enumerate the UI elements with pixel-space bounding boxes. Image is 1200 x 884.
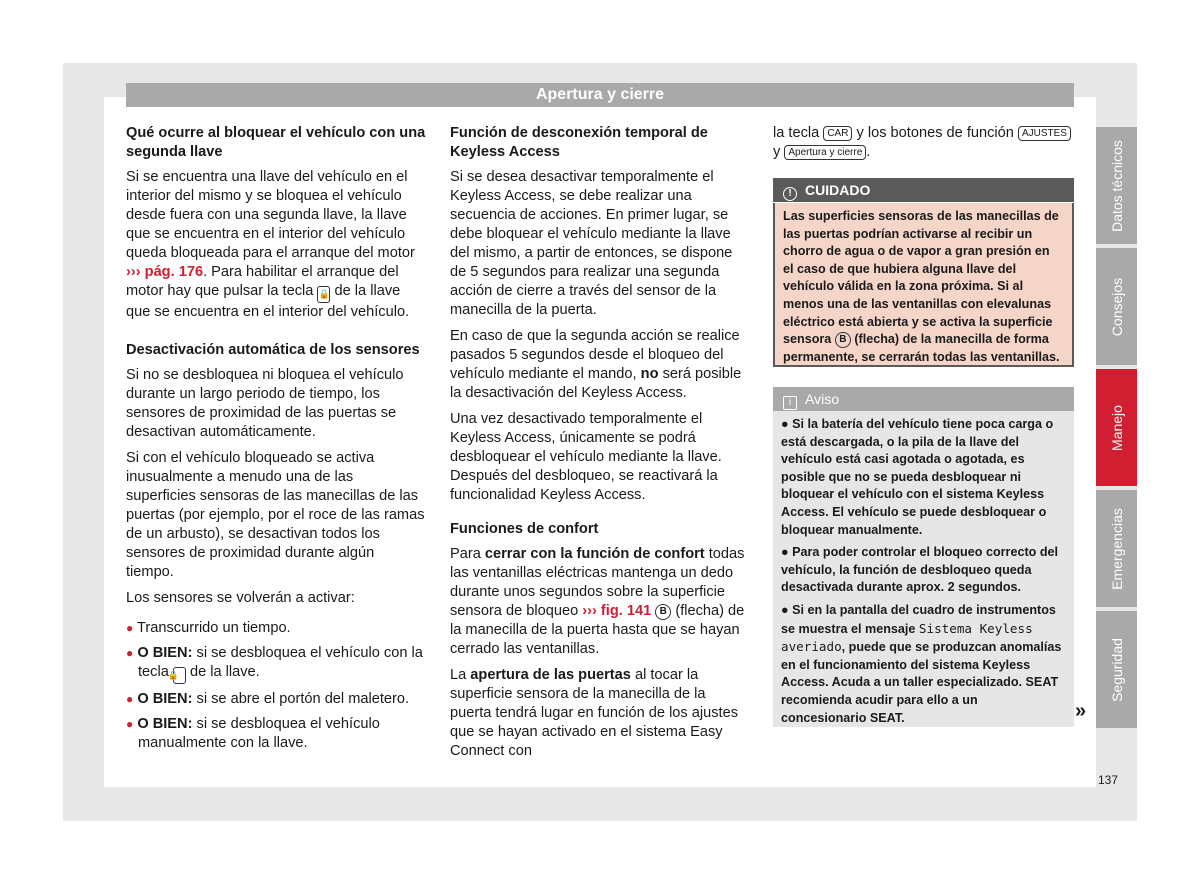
tab-seguridad[interactable]: Seguridad (1096, 611, 1137, 728)
paragraph: la tecla CAR y los botones de función AJUSTES y Apertura y cierre . (773, 124, 1074, 162)
list-item: ● Transcurrido un tiempo. (126, 620, 291, 636)
notice-item: ● Si en la pantalla del cuadro de instrumentos se muestra el mensaje Sistema Keyless averiado, puede que se produzcan anomalías en el funcionamiento del sistema Keyless Access. Acuda a un taller especializado. SEAT recomienda acudir para ello a un concesionario SEAT. (781, 602, 1062, 725)
list-item: ● O BIEN: si se desbloquea el vehículo manualmente con la llave. (126, 716, 380, 751)
caution-header: ! CUIDADO (773, 178, 1074, 202)
column-1 (126, 124, 426, 759)
caution-body: Las superficies sensoras de las manecillas de las puertas podrían activarse al recibir un chorro de agua o de vapor a gran presión en el caso de que hubiera alguna llave del vehículo válida en la zona próxima. Si al menos una de las ventanillas con elevalunas eléctrico está abierta y se activa la superficie sensora B (flecha) de la manecilla de forma permanente, se cerrarán todas las ventanillas. (773, 203, 1074, 367)
paragraph: Si con el vehículo bloqueado se activa inusualmente a menudo una de las superficies sensoras de las manecillas de las puertas (por ejemplo, por el roce de las ramas de un arbusto), se desactivan todos los sensores de proximidad durante algún tiempo. (126, 450, 425, 580)
paragraph: Si no se desbloquea ni bloquea el vehículo durante un largo periodo de tiempo, los sensores de proximidad de las puertas se desactivan automáticamente. (126, 367, 404, 440)
circle-b-icon: B (655, 604, 671, 620)
page-number: 137 (1098, 773, 1119, 787)
bullet-icon: ● (126, 621, 134, 635)
arrows-icon: ››› (126, 264, 141, 280)
lock-key-icon: 🔒 (317, 286, 330, 303)
paragraph: Una vez desactivado temporalmente el Keyless Access, únicamente se podrá desbloquear el vehículo mediante la llave. Después del desbloqueo, se reactivará la funcionalidad Keyless Access. (450, 411, 722, 503)
figure-link[interactable]: fig. 141 (600, 603, 652, 619)
heading-desconexion-keyless: Función de desconexión temporal de Keyless Access (450, 125, 708, 160)
notice-item: ● Si la batería del vehículo tiene poca carga o está descargada, o la pila de la llave del vehículo está casi agotada o agotada, es posible que no se pueda desbloquear ni bloquear el vehículo con el sistema Keyless Access. El vehículo se puede desbloquear o bloquear manualmente. (781, 417, 1054, 537)
reactivation-list (126, 619, 426, 753)
heading-desactivacion: Desactivación automática de los sensores (126, 342, 420, 358)
tab-manejo[interactable]: Manejo (1096, 369, 1137, 486)
tab-consejos[interactable]: Consejos (1096, 248, 1137, 365)
tab-emergencias[interactable]: Emergencias (1096, 490, 1137, 607)
paragraph: Si se desea desactivar temporalmente el Keyless Access, se debe realizar una secuencia de acciones. En primer lugar, se debe bloquear el vehículo mediante la llave del mismo, a partir de entonces, se dispone de 5 segundos para realizar una segunda acción de cierre a través del sensor de la manecilla de la puerta. (450, 169, 733, 318)
list-item: ● O BIEN: si se desbloquea el vehículo con la tecla 🔒 de la llave. (126, 644, 426, 684)
paragraph: Si se encuentra una llave del vehículo en el interior del mismo y se bloquea el vehículo desde fuera con una segunda llave, la llave que se encuentra en el interior del vehículo queda bloqueada para el arranque del motor ››› pág. 176. Para habilitar el arranque del motor hay que pulsar la tecla 🔒 de la llave que se encuentra en el interior del vehículo. (126, 169, 415, 320)
bullet-icon: ● (126, 717, 134, 731)
paragraph: Para cerrar con la función de confort todas las ventanillas eléctricas mantenga un dedo durante unos segundos sobre la superficie sensora de bloqueo ››› fig. 141 B (flecha) de la manecilla de la puerta hasta que se hayan cerrado las ventanillas. (450, 546, 745, 657)
ajustes-key-icon: AJUSTES (1018, 126, 1071, 141)
warning-icon: ! (783, 187, 797, 201)
notice-body (773, 411, 1074, 727)
bullet-icon: ● (126, 646, 134, 660)
paragraph: Los sensores se volverán a activar: (126, 590, 355, 606)
column-2 (450, 124, 750, 768)
notice-item: ● Para poder controlar el bloqueo correcto del vehículo, la función de desbloqueo queda desactivada durante aprox. 2 segundos. (781, 545, 1059, 595)
list-item: ● O BIEN: si se abre el portón del maletero. (126, 691, 410, 707)
tab-datos-tecnicos[interactable]: Datos técnicos (1096, 127, 1137, 244)
continue-marker: » (1075, 700, 1087, 722)
paragraph: La apertura de las puertas al tocar la superficie sensora de la manecilla de la puerta tendrá lugar en función de los ajustes que se hayan activado en el sistema Easy Connect con (450, 667, 739, 759)
bullet-icon: ● (126, 692, 134, 706)
info-icon: i (783, 396, 797, 410)
column-3 (773, 124, 1074, 169)
car-key-icon: CAR (823, 126, 852, 141)
heading-funciones-confort: Funciones de confort (450, 521, 599, 537)
circle-b-icon: B (835, 332, 851, 348)
lock-key-icon: 🔒 (173, 667, 186, 684)
paragraph: En caso de que la segunda acción se realice pasados 5 segundos desde el bloqueo del vehículo mediante el mando, no será posible la desactivación del Keyless Access. (450, 328, 742, 401)
apertura-cierre-key-icon: Apertura y cierre (784, 145, 866, 160)
notice-header: i Aviso (773, 387, 1074, 411)
arrows-icon: ››› (582, 603, 597, 619)
heading-segunda-llave: Qué ocurre al bloquear el vehículo con una segunda llave (126, 125, 426, 160)
page-link[interactable]: pág. 176 (144, 264, 204, 280)
section-header: Apertura y cierre (126, 83, 1074, 107)
